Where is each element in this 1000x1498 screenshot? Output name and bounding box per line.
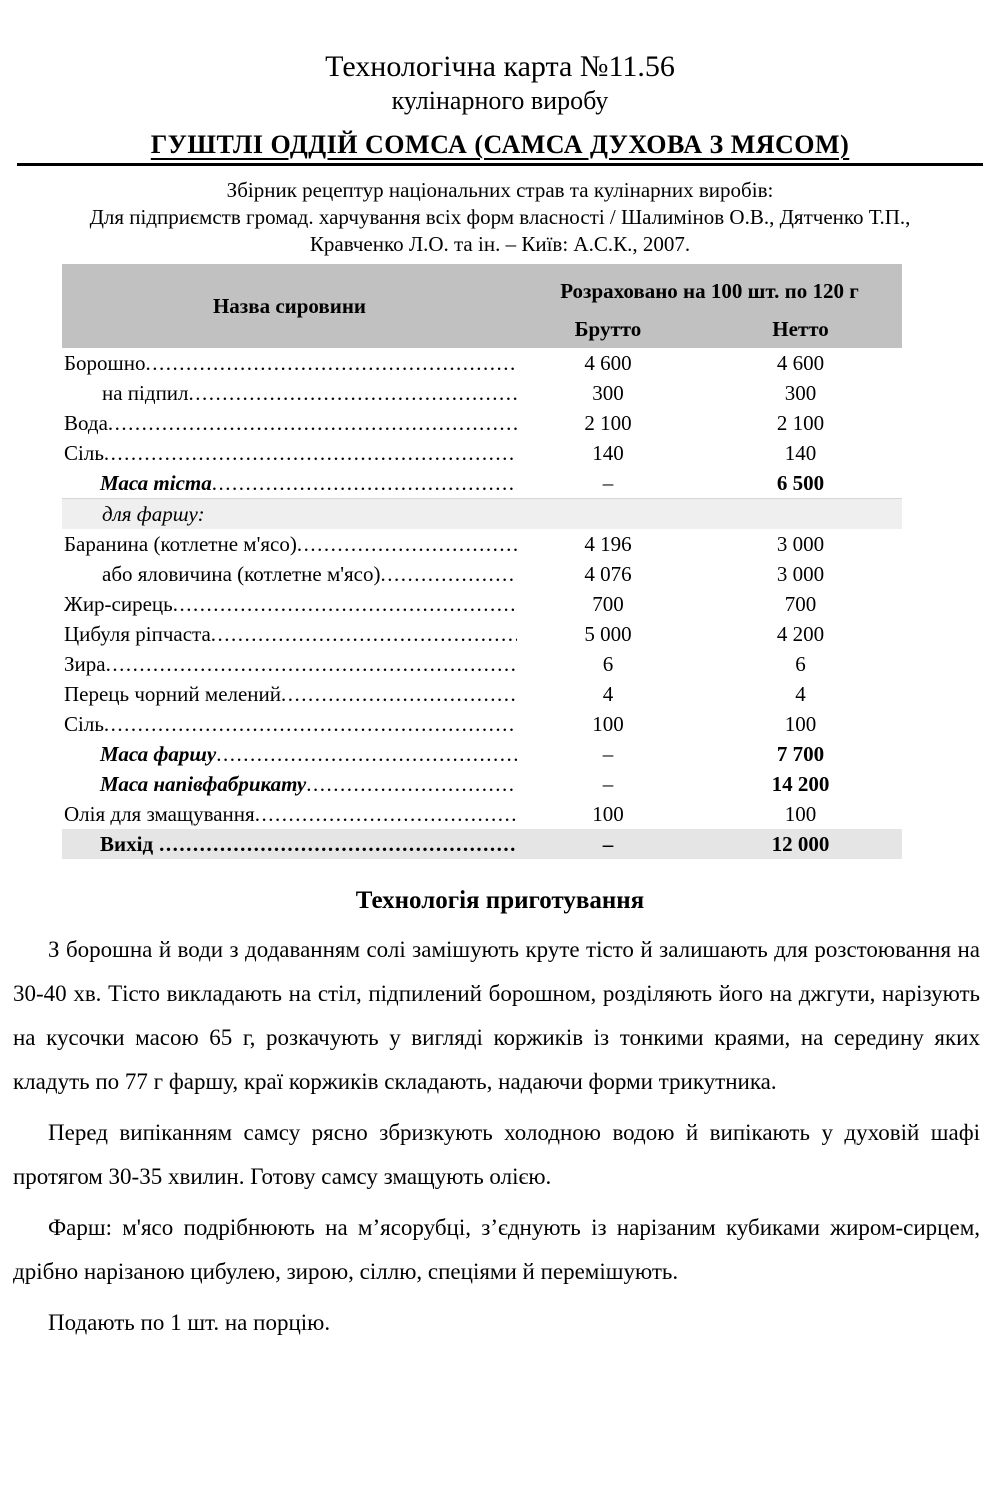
ingredient-row — [62, 378, 902, 408]
ingredient-name: Перець чорний мелений — [64, 682, 282, 706]
ingredient-name: Вода — [64, 411, 108, 435]
ingredient-row — [62, 619, 902, 649]
dot-leader — [216, 739, 517, 769]
ingredient-name: Борошно — [64, 351, 146, 375]
ingredient-name: на підпил — [102, 381, 189, 405]
gross-value: 700 — [592, 592, 624, 616]
column-header-calculation: Розраховано на 100 шт. по 120 г — [517, 264, 902, 310]
ingredient-name-cell — [62, 559, 517, 589]
gross-value: 4 — [602, 682, 614, 706]
net-value: 140 — [784, 441, 817, 465]
ingredient-name: Маса тіста — [100, 471, 212, 495]
dot-leader — [306, 769, 517, 799]
ingredient-name-cell — [62, 348, 517, 378]
ingredients-table — [62, 264, 902, 859]
ingredient-row — [62, 348, 902, 378]
net-value: 2 100 — [776, 411, 825, 435]
dot-leader — [297, 529, 517, 559]
net-value: 300 — [784, 381, 817, 405]
ingredient-name-cell — [62, 709, 517, 739]
dot-leader — [381, 559, 518, 589]
ingredient-name-cell — [62, 438, 517, 468]
ingredient-name-cell — [62, 829, 517, 859]
gross-value: 100 — [592, 712, 624, 736]
ingredient-name-cell — [62, 739, 517, 769]
ingredient-name: Зира — [64, 652, 106, 676]
source-citation-line: Для підприємств громад. харчування всіх форм власності / Шалимінов О.В., Дятченко Т.П., — [89, 205, 911, 229]
net-value: 3 000 — [776, 562, 825, 586]
dot-leader — [104, 438, 517, 468]
ingredient-row — [62, 829, 902, 859]
net-value: 12 000 — [699, 829, 902, 859]
ingredient-row — [62, 468, 902, 499]
ingredient-row — [62, 739, 902, 769]
net-value: 700 — [784, 592, 817, 616]
column-header-gross: Брутто — [517, 310, 699, 348]
gross-value: 4 076 — [584, 562, 632, 586]
ingredient-row — [62, 769, 902, 799]
page-subtitle: кулінарного виробу — [391, 86, 609, 115]
gross-value: – — [602, 772, 614, 796]
ingredient-row — [62, 679, 902, 709]
source-citation-line: Збірник рецептур національних страв та кулінарних виробів: — [226, 178, 774, 202]
net-value: 3 000 — [776, 532, 825, 556]
ingredient-row — [62, 559, 902, 589]
ingredient-name: Маса напівфабрикату — [100, 772, 307, 796]
ingredient-name-cell — [62, 378, 517, 408]
page-title: Технологічна карта №11.56 — [325, 50, 675, 83]
ingredient-name: Вихід — [100, 832, 154, 856]
ingredient-name: Маса фаршу — [100, 742, 217, 766]
net-value: 100 — [784, 802, 817, 826]
source-citation-line: Кравченко Л.О. та ін. – Київ: А.С.К., 2007. — [309, 232, 691, 256]
net-value: 14 200 — [771, 772, 830, 796]
gross-value: 6 — [602, 652, 614, 676]
dot-leader — [104, 709, 517, 739]
ingredient-row — [62, 799, 902, 829]
ingredient-name-cell — [62, 769, 517, 799]
dot-leader — [281, 679, 517, 709]
net-value: 4 — [795, 682, 806, 706]
technology-heading: Технологія приготування — [355, 887, 645, 914]
ingredient-name: Сіль — [64, 712, 104, 736]
dot-leader — [211, 619, 517, 649]
gross-value: – — [602, 471, 614, 495]
dot-leader — [189, 378, 517, 408]
ingredient-name-cell — [62, 679, 517, 709]
gross-value: – — [517, 829, 699, 859]
dish-heading-rule — [17, 130, 983, 166]
gross-value: 300 — [592, 381, 624, 405]
gross-value: 140 — [592, 441, 624, 465]
ingredient-name: Олія для змащування — [64, 802, 255, 826]
technology-text — [13, 928, 980, 1345]
technology-paragraph: З борошна й води з додаванням солі замішують круте тісто й залишають для розстоювання на 30-40 хв. Тісто викладають на стіл, підпилений борошном, розділяють його на джгути, нарізують на кусочки масою 65 г, розкачують у вигляді коржиків із тонкими краями, на середину яких кладуть по 77 г фаршу, краї коржиків складають, надаючи форми трикутника. — [13, 937, 980, 1094]
net-value: 6 500 — [776, 471, 825, 495]
ingredient-name: Баранина (котлетне м'ясо) — [64, 532, 297, 556]
technology-paragraph: Подають по 1 шт. на порцію. — [48, 1310, 331, 1335]
ingredient-name: Цибуля ріпчаста — [64, 622, 211, 646]
dot-leader — [212, 468, 517, 498]
ingredient-row — [62, 438, 902, 468]
net-value: 4 600 — [776, 351, 825, 375]
source-citation — [0, 177, 1000, 258]
column-header-name: Назва сировини — [62, 264, 517, 348]
ingredient-name-cell — [62, 619, 517, 649]
ingredient-row — [62, 589, 902, 619]
section-label: для фаршу: — [62, 499, 902, 530]
ingredient-name-cell — [62, 468, 517, 499]
ingredient-name: Сіль — [64, 441, 104, 465]
ingredient-name-cell — [62, 589, 517, 619]
ingredient-row — [62, 408, 902, 438]
gross-value: 5 000 — [584, 622, 632, 646]
dot-leader — [108, 408, 517, 438]
ingredient-name: або яловичина (котлетне м'ясо) — [102, 562, 381, 586]
net-value: 6 — [795, 652, 806, 676]
dot-leader — [145, 348, 517, 378]
ingredient-row — [62, 709, 902, 739]
technology-paragraph: Перед випіканням самсу рясно збризкують холодною водою й випікають у духовій шафі протягом 30-35 хвилин. Готову самсу змащують олією. — [13, 1120, 980, 1189]
ingredient-name: Жир-сирець — [64, 592, 173, 616]
gross-value: 4 600 — [584, 351, 632, 375]
dot-leader — [106, 649, 517, 679]
ingredient-row — [62, 649, 902, 679]
dot-leader — [173, 589, 517, 619]
dot-leader — [159, 829, 517, 859]
ingredients-table-header — [62, 264, 902, 348]
ingredient-row — [62, 499, 902, 530]
net-value: 100 — [784, 712, 817, 736]
column-header-net: Нетто — [699, 310, 902, 348]
ingredient-name-cell — [62, 408, 517, 438]
technology-paragraph: Фарш: м'ясо подрібнюють на м’ясорубці, з’єднують із нарізаним кубиками жиром-сирцем, дрібно нарізаною цибулею, зирою, сіллю, спеціями й перемішують. — [13, 1215, 980, 1284]
gross-value: 2 100 — [584, 411, 632, 435]
ingredient-name-cell — [62, 649, 517, 679]
ingredient-name-cell — [62, 529, 517, 559]
gross-value: – — [602, 742, 614, 766]
gross-value: 100 — [592, 802, 624, 826]
ingredients-table-body — [62, 348, 902, 859]
ingredient-row — [62, 529, 902, 559]
net-value: 7 700 — [776, 742, 825, 766]
net-value: 4 200 — [776, 622, 825, 646]
dot-leader — [255, 799, 517, 829]
ingredient-name-cell — [62, 799, 517, 829]
gross-value: 4 196 — [584, 532, 632, 556]
dish-name-heading: ГУШТЛІ ОДДІЙ СОМСА (САМСА ДУХОВА З МЯСОМ) — [150, 130, 850, 159]
